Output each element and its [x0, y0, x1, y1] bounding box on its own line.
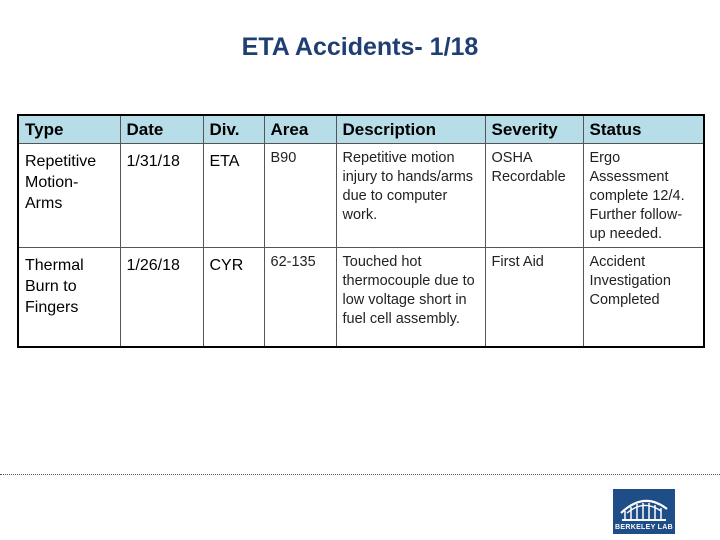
cell-status: Accident Investigation Completed — [583, 248, 704, 347]
header-status: Status — [583, 115, 704, 144]
cell-severity: OSHA Recordable — [485, 144, 583, 248]
header-description: Description — [336, 115, 485, 144]
logo-text: BERKELEY LAB — [615, 524, 673, 531]
berkeley-lab-logo — [613, 489, 675, 534]
cell-area: B90 — [264, 144, 336, 248]
cell-type: Thermal Burn to Fingers — [18, 248, 120, 347]
header-div: Div. — [203, 115, 264, 144]
page-title: ETA Accidents- 1/18 — [241, 33, 479, 61]
cell-area: 62-135 — [264, 248, 336, 347]
cell-status: Ergo Assessment complete 12/4. Further follow-up needed. — [583, 144, 704, 248]
header-date: Date — [120, 115, 203, 144]
footer-divider — [0, 474, 720, 475]
cell-div: ETA — [203, 144, 264, 248]
table-header-row — [18, 115, 704, 144]
table-row — [18, 144, 704, 248]
accidents-table — [17, 114, 705, 348]
header-type: Type — [18, 115, 120, 144]
header-area: Area — [264, 115, 336, 144]
cell-severity: First Aid — [485, 248, 583, 347]
cell-type: Repetitive Motion-Arms — [18, 144, 120, 248]
header-severity: Severity — [485, 115, 583, 144]
cell-date: 1/26/18 — [120, 248, 203, 347]
cell-date: 1/31/18 — [120, 144, 203, 248]
cell-description: Touched hot thermocouple due to low voltage short in fuel cell assembly. — [336, 248, 485, 347]
cell-description: Repetitive motion injury to hands/arms due to computer work. — [336, 144, 485, 248]
cell-div: CYR — [203, 248, 264, 347]
table-row — [18, 248, 704, 347]
